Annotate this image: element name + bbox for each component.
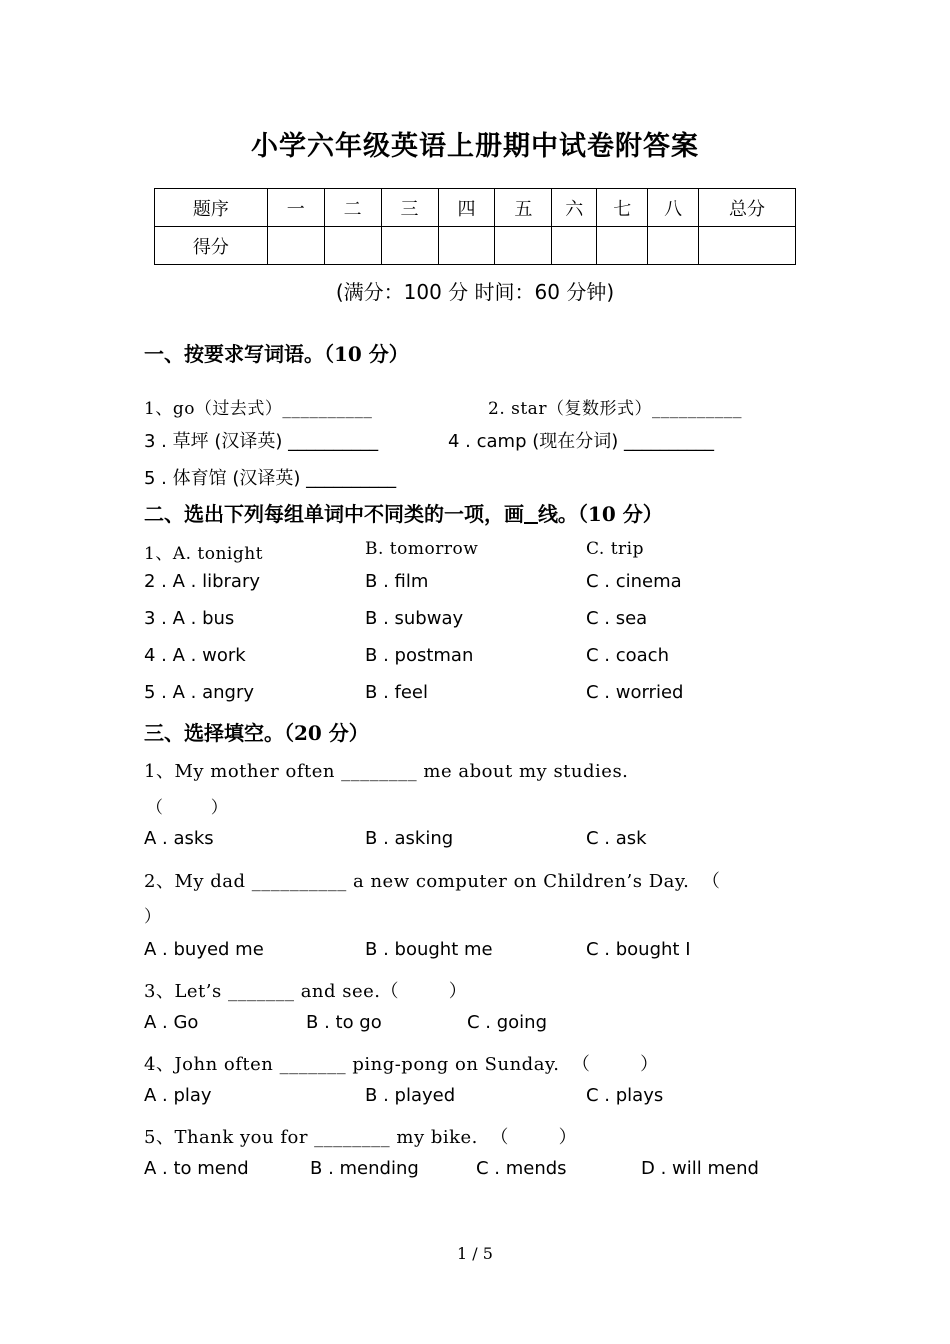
score-cell[interactable]: [495, 227, 552, 265]
s1-question-3: 3 . 草坪 (汉译英) __________: [144, 431, 379, 452]
s1-question-1: 1、go（过去式）__________: [144, 399, 373, 419]
s2-q5-option-b: B . feel: [365, 682, 428, 703]
s3-q4-option-b: B . played: [365, 1085, 456, 1106]
score-table: [154, 188, 796, 265]
s3-q5-option-b: B . mending: [310, 1158, 419, 1179]
s3-q4-option-c: C . plays: [586, 1085, 664, 1106]
score-table-header-cell: 三: [381, 189, 438, 227]
score-cell[interactable]: [324, 227, 381, 265]
page-title: 小学六年级英语上册期中试卷附答案: [251, 131, 699, 162]
s1-question-5: 5 . 体育馆 (汉译英) __________: [144, 468, 397, 489]
s3-question-2-answer-paren: ）: [144, 907, 162, 927]
score-table-score-row: [155, 227, 796, 265]
s3-question-4: 4、John often _______ ping-pong on Sunday. （ ）: [144, 1054, 659, 1075]
s3-q5-option-a: A . to mend: [144, 1158, 249, 1179]
s2-q3-option-b: B . subway: [365, 608, 464, 629]
s2-q3-option-a: 3 . A . bus: [144, 608, 235, 629]
s3-q1-option-b: B . asking: [365, 828, 454, 849]
s3-q2-option-c: C . bought I: [586, 939, 691, 960]
s2-q4-option-c: C . coach: [586, 645, 669, 666]
score-cell[interactable]: [381, 227, 438, 265]
s3-q3-option-a: A . Go: [144, 1012, 199, 1033]
s2-q1-option-a: 1、A. tonight: [144, 544, 264, 564]
score-table-header-cell: 题序: [155, 189, 268, 227]
s2-q4-option-b: B . postman: [365, 645, 474, 666]
s3-q2-option-a: A . buyed me: [144, 939, 264, 960]
score-table-header-row: [155, 189, 796, 227]
s2-q1-option-c: C. trip: [586, 539, 644, 559]
score-cell[interactable]: [648, 227, 699, 265]
s3-q3-option-c: C . going: [467, 1012, 548, 1033]
section-2-title-post: 线。（10 分）: [537, 502, 663, 526]
s3-question-5: 5、Thank you for ________ my bike. （ ）: [144, 1127, 578, 1148]
score-table-header-cell: 七: [597, 189, 648, 227]
s2-q2-option-a: 2 . A . library: [144, 571, 261, 592]
s1-question-4: 4 . camp (现在分词) __________: [448, 431, 714, 452]
score-cell[interactable]: [699, 227, 796, 265]
s3-question-3: 3、Let’s _______ and see.（ ）: [144, 981, 468, 1002]
score-cell[interactable]: [552, 227, 597, 265]
section-1-title: 一、按要求写词语。（10 分）: [144, 342, 409, 366]
score-table-header-cell: 六: [552, 189, 597, 227]
s3-q3-option-b: B . to go: [306, 1012, 382, 1033]
s3-q1-option-c: C . ask: [586, 828, 647, 849]
score-table-header-cell: 一: [267, 189, 324, 227]
section-2-title-blank: [524, 502, 538, 526]
score-cell[interactable]: [597, 227, 648, 265]
s2-q5-option-c: C . worried: [586, 682, 684, 703]
s3-q5-option-d: D . will mend: [641, 1158, 759, 1179]
s3-question-1-answer-paren: （ ）: [146, 798, 229, 818]
s3-question-1: 1、My mother often ________ me about my studies.: [144, 761, 629, 782]
s1-question-2: 2. star（复数形式）__________: [488, 399, 742, 419]
s3-question-2: 2、My dad __________ a new computer on Children’s Day. （: [144, 871, 721, 892]
score-table-header-cell: 二: [324, 189, 381, 227]
score-cell[interactable]: [438, 227, 495, 265]
s2-q5-option-a: 5 . A . angry: [144, 682, 255, 703]
s2-q3-option-c: C . sea: [586, 608, 648, 629]
s2-q4-option-a: 4 . A . work: [144, 645, 246, 666]
score-table-header-cell: 八: [648, 189, 699, 227]
page-number: 1 / 5: [457, 1244, 493, 1263]
s3-q2-option-b: B . bought me: [365, 939, 493, 960]
score-table-header-cell: 四: [438, 189, 495, 227]
section-2-title-pre: 二、选出下列每组单词中不同类的一项，画: [144, 502, 524, 526]
score-cell[interactable]: [267, 227, 324, 265]
score-table-header-cell: 五: [495, 189, 552, 227]
section-2-title: [144, 498, 663, 527]
score-table-header-cell: 总分: [699, 189, 796, 227]
score-table-row-label: 得分: [155, 227, 268, 265]
s3-q1-option-a: A . asks: [144, 828, 214, 849]
section-3-title: 三、选择填空。（20 分）: [144, 721, 369, 745]
s2-q1-option-b: B. tomorrow: [365, 539, 479, 559]
s3-q5-option-c: C . mends: [476, 1158, 567, 1179]
s2-q2-option-c: C . cinema: [586, 571, 682, 592]
s2-q2-option-b: B . film: [365, 571, 429, 592]
exam-meta: (满分：100 分 时间：60 分钟): [335, 280, 615, 304]
s3-q4-option-a: A . play: [144, 1085, 212, 1106]
